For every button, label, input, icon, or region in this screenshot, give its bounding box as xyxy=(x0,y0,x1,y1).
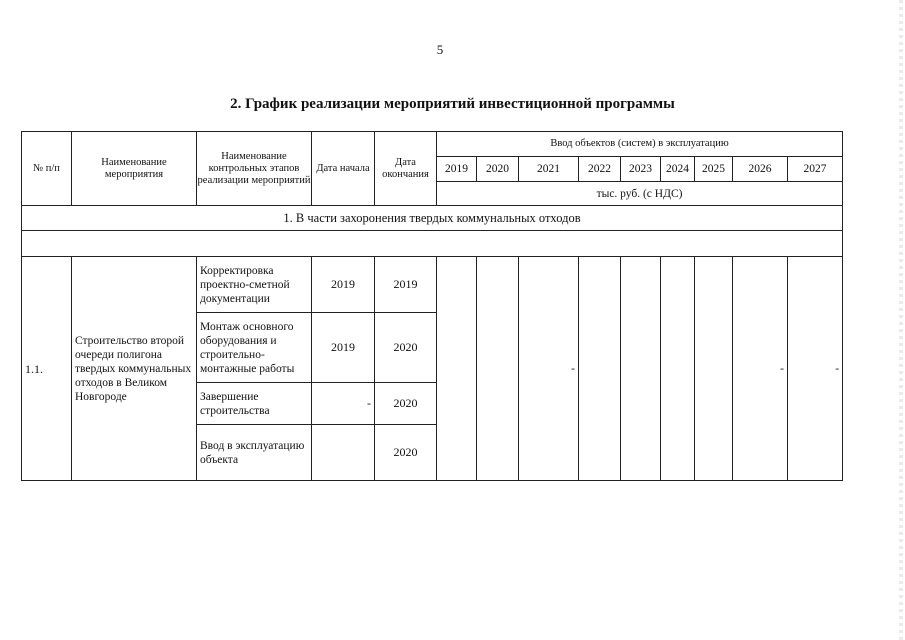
year-value xyxy=(661,257,695,481)
document-title: 2. График реализации мероприятий инвестиционной программы xyxy=(230,96,675,112)
stage-end: 2020 xyxy=(375,383,437,425)
year-value xyxy=(477,257,519,481)
header-name: Наименование мероприятия xyxy=(72,132,197,206)
year-header: 2024 xyxy=(661,157,695,182)
header-commissioning: Ввод объектов (систем) в эксплуатацию xyxy=(437,132,843,157)
empty-row xyxy=(22,231,843,257)
stage-start: - xyxy=(312,383,375,425)
year-value xyxy=(695,257,733,481)
header-end-date: Дата окончания xyxy=(375,132,437,206)
year-header: 2023 xyxy=(621,157,661,182)
header-num: № п/п xyxy=(22,132,72,206)
year-header: 2022 xyxy=(579,157,621,182)
row-num: 1.1. xyxy=(22,257,72,481)
stage-start: 2019 xyxy=(312,257,375,313)
stage-label: Монтаж основного оборудования и строительно-монтажные работы xyxy=(197,313,312,383)
year-header: 2026 xyxy=(733,157,788,182)
year-value xyxy=(621,257,661,481)
units-label: тыс. руб. (с НДС) xyxy=(437,182,843,206)
stage-label: Корректировка проектно-сметной документации xyxy=(197,257,312,313)
page-number: 5 xyxy=(436,42,444,57)
year-value: - xyxy=(519,257,579,481)
stage-end: 2020 xyxy=(375,313,437,383)
year-header: 2020 xyxy=(477,157,519,182)
stage-end: 2020 xyxy=(375,425,437,481)
stage-label: Завершение строительства xyxy=(197,383,312,425)
row-name: Строительство второй очереди полигона твердых коммунальных отходов в Великом Новгороде xyxy=(72,257,197,481)
stage-end: 2019 xyxy=(375,257,437,313)
year-value xyxy=(437,257,477,481)
stage-start xyxy=(312,425,375,481)
scan-edge xyxy=(899,0,903,640)
header-start-date: Дата начала xyxy=(312,132,375,206)
year-header: 2025 xyxy=(695,157,733,182)
stage-start: 2019 xyxy=(312,313,375,383)
year-header: 2019 xyxy=(437,157,477,182)
header-stages: Наименование контрольных этапов реализации мероприятий xyxy=(197,132,312,206)
year-value: - xyxy=(733,257,788,481)
year-header: 2021 xyxy=(519,157,579,182)
stage-label: Ввод в эксплуатацию объекта xyxy=(197,425,312,481)
year-value: - xyxy=(788,257,843,481)
schedule-table xyxy=(21,131,843,481)
year-value xyxy=(579,257,621,481)
year-header: 2027 xyxy=(788,157,843,182)
section-title: 1. В части захоронения твердых коммунальных отходов xyxy=(22,206,843,231)
